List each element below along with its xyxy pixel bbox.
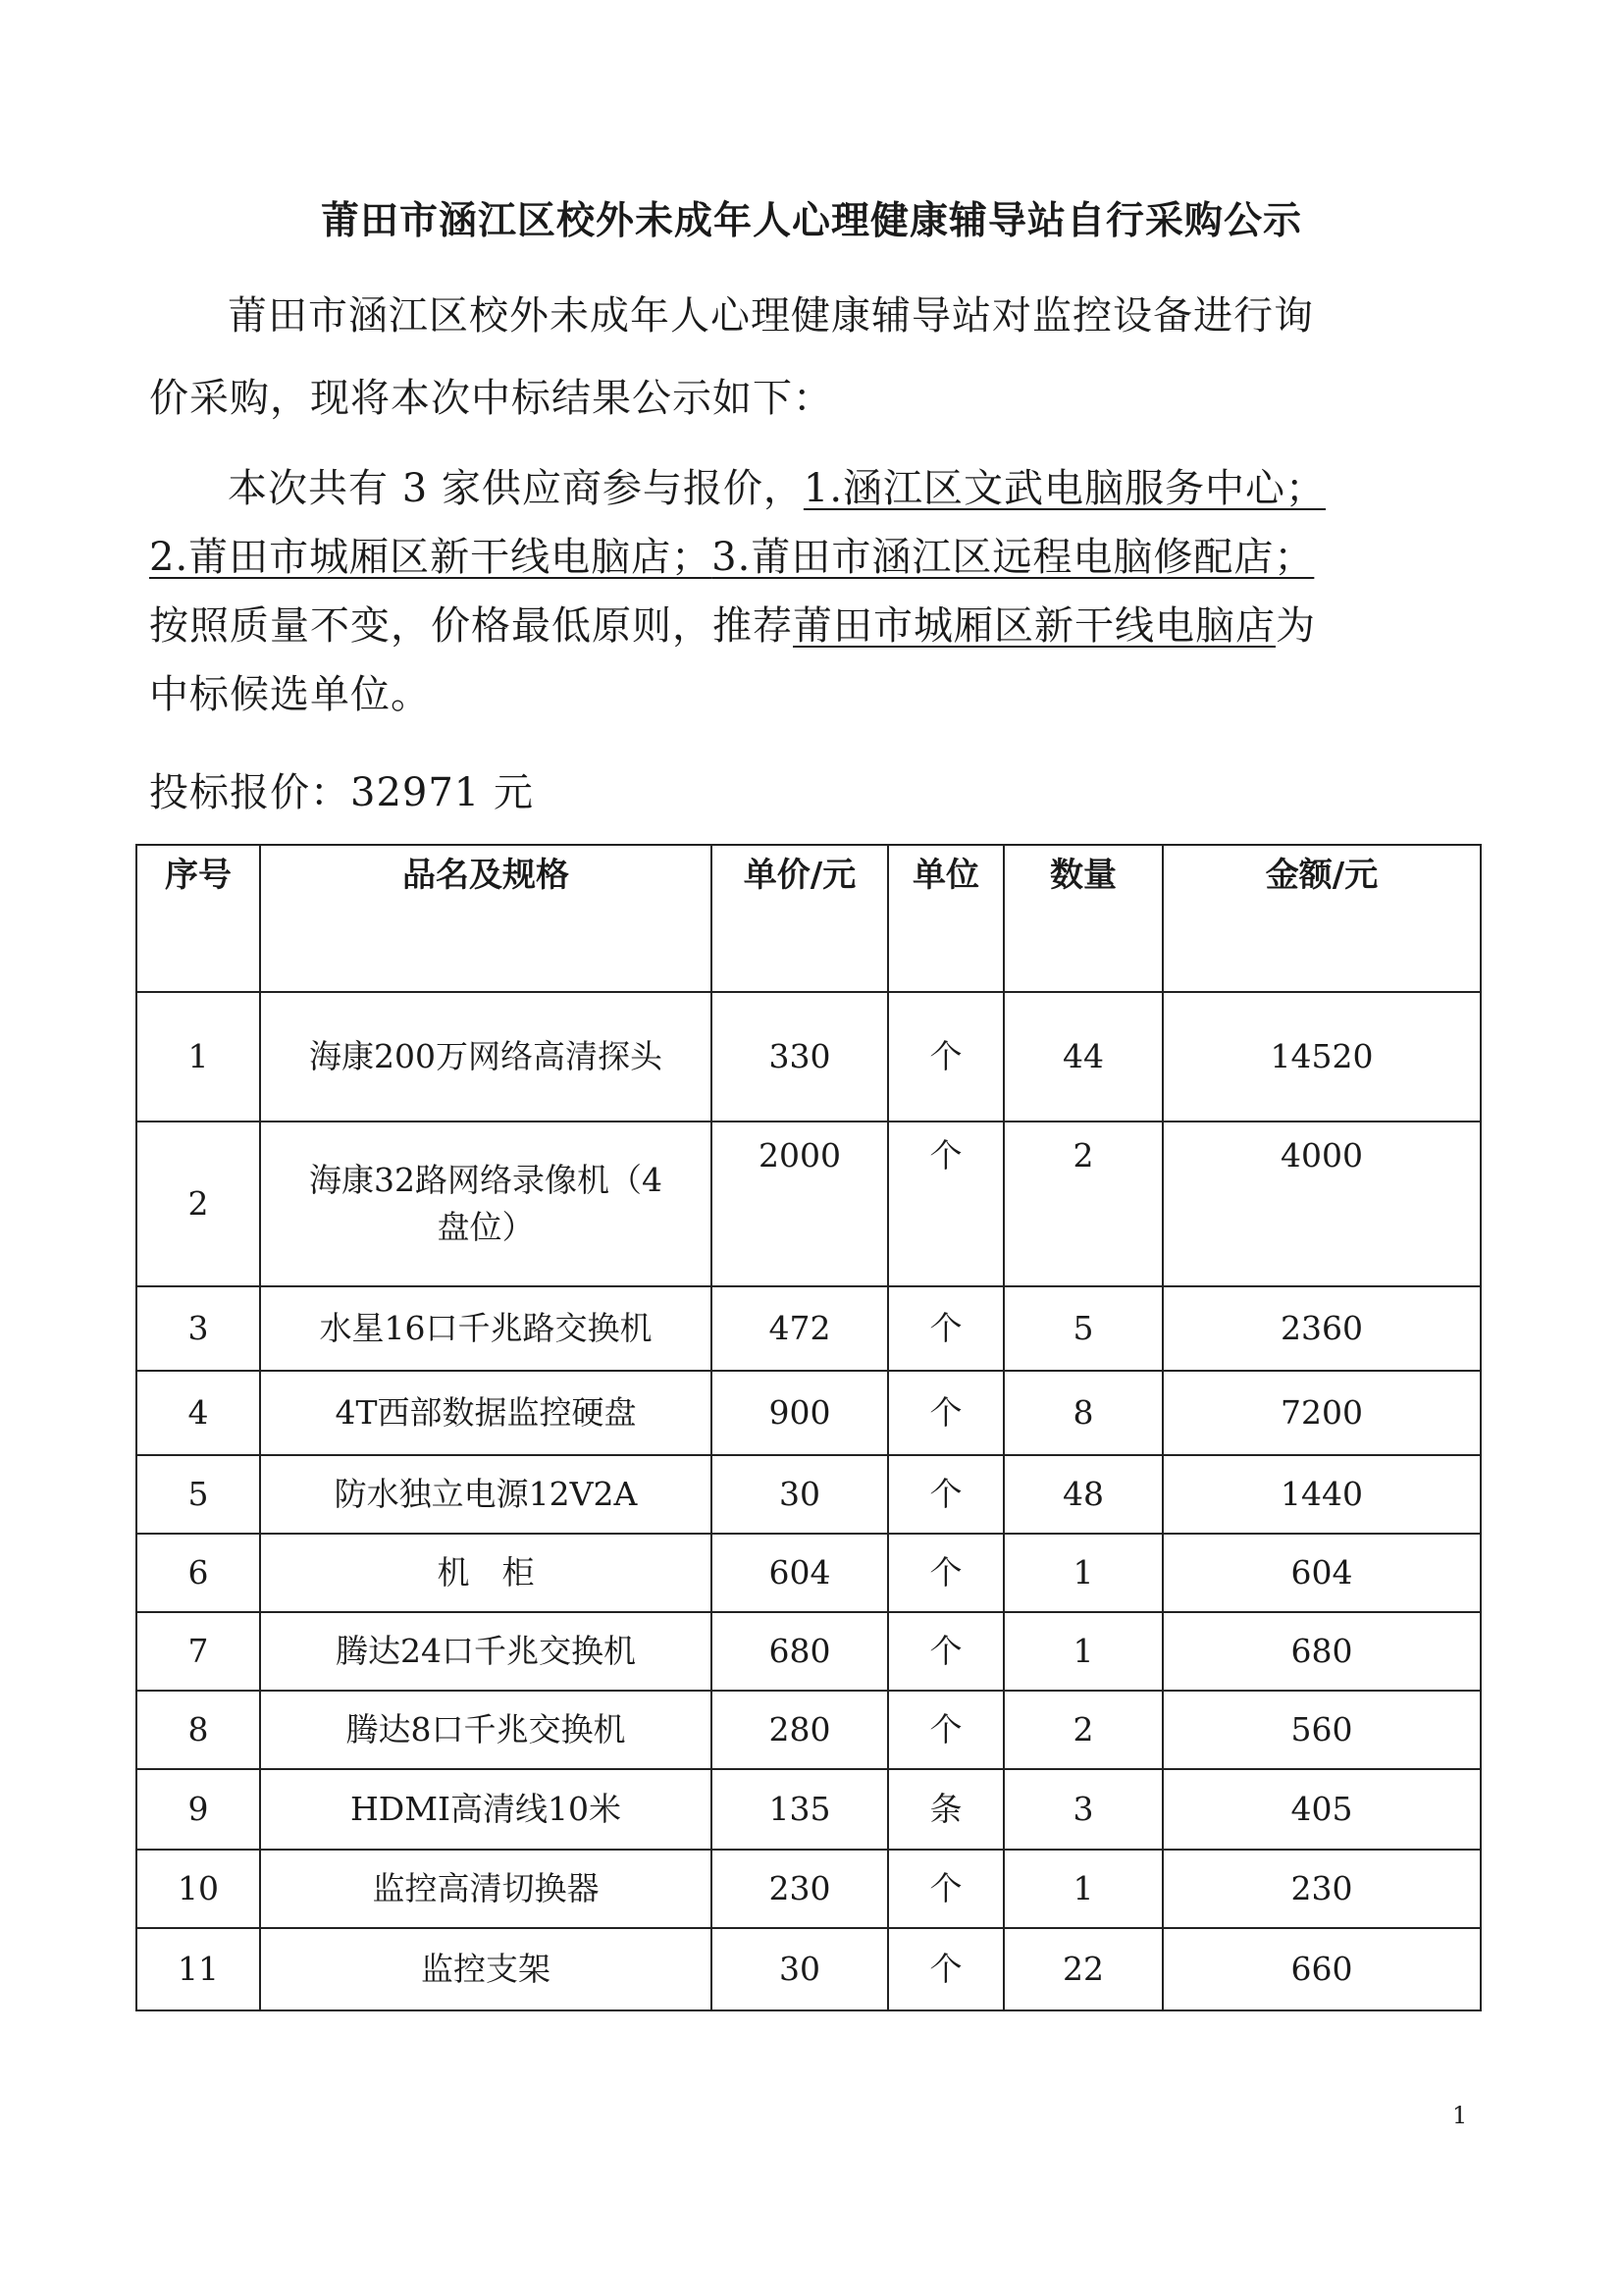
- cell-qty: 5: [1004, 1286, 1163, 1371]
- table-row: [136, 1769, 1481, 1850]
- cell-amount: 680: [1163, 1612, 1481, 1691]
- table-row: [136, 992, 1481, 1122]
- table-row: [136, 1371, 1481, 1455]
- cell-name: 4T西部数据监控硬盘: [260, 1371, 711, 1455]
- cell-qty: 8: [1004, 1371, 1163, 1455]
- cell-name: 腾达24口千兆交换机: [260, 1612, 711, 1691]
- table-row: [136, 1122, 1481, 1286]
- table-header-row: [136, 845, 1481, 992]
- cell-qty: 44: [1004, 992, 1163, 1122]
- suppliers-prefix: 本次共有 3 家供应商参与报价，: [228, 466, 804, 511]
- cell-no: 5: [136, 1455, 260, 1534]
- cell-no: 3: [136, 1286, 260, 1371]
- cell-amount: 1440: [1163, 1455, 1481, 1534]
- table-row: [136, 1612, 1481, 1691]
- cell-qty: 2: [1004, 1691, 1163, 1769]
- page-number: 1: [1452, 2102, 1468, 2129]
- cell-qty: 48: [1004, 1455, 1163, 1534]
- cell-no: 11: [136, 1928, 260, 2010]
- cell-unit: 个: [888, 1850, 1004, 1928]
- procurement-table: [135, 844, 1482, 2011]
- cell-qty: 22: [1004, 1928, 1163, 2010]
- cell-amount: 14520: [1163, 992, 1481, 1122]
- cell-price: 280: [711, 1691, 888, 1769]
- cell-amount: 2360: [1163, 1286, 1481, 1371]
- cell-price: 330: [711, 992, 888, 1122]
- supplier-2: 2.莆田市城厢区新干线电脑店；: [149, 535, 712, 580]
- cell-unit: 个: [888, 1691, 1004, 1769]
- cell-qty: 1: [1004, 1850, 1163, 1928]
- cell-unit: 条: [888, 1769, 1004, 1850]
- cell-name: 防水独立电源12V2A: [260, 1455, 711, 1534]
- cell-price: 2000: [711, 1122, 888, 1286]
- header-qty: 数量: [1004, 845, 1163, 992]
- cell-qty: 3: [1004, 1769, 1163, 1850]
- cell-unit: 个: [888, 1928, 1004, 2010]
- suppliers-line-1: [228, 457, 1326, 513]
- cell-no: 4: [136, 1371, 260, 1455]
- cell-no: 10: [136, 1850, 260, 1928]
- supplier-1: 1.涵江区文武电脑服务中心；: [803, 466, 1327, 511]
- cell-unit: 个: [888, 1455, 1004, 1534]
- cell-amount: 560: [1163, 1691, 1481, 1769]
- document-title: 莆田市涵江区校外未成年人心理健康辅导站自行采购公示: [320, 199, 1302, 243]
- cell-name: 海康200万网络高清探头: [260, 992, 711, 1122]
- rule-suffix: 为: [1276, 603, 1316, 649]
- cell-qty: 2: [1004, 1122, 1163, 1286]
- suppliers-line-3: [149, 595, 1316, 651]
- cell-price: 680: [711, 1612, 888, 1691]
- cell-price: 135: [711, 1769, 888, 1850]
- suppliers-line-4: 中标候选单位。: [149, 672, 431, 717]
- cell-amount: 230: [1163, 1850, 1481, 1928]
- cell-unit: 个: [888, 1371, 1004, 1455]
- cell-amount: 660: [1163, 1928, 1481, 2010]
- header-amount: 金额/元: [1163, 845, 1481, 992]
- header-price: 单价/元: [711, 845, 888, 992]
- cell-unit: 个: [888, 992, 1004, 1122]
- cell-qty: 1: [1004, 1534, 1163, 1612]
- cell-price: 30: [711, 1455, 888, 1534]
- cell-unit: 个: [888, 1612, 1004, 1691]
- cell-amount: 604: [1163, 1534, 1481, 1612]
- table-row: [136, 1928, 1481, 2010]
- cell-no: 7: [136, 1612, 260, 1691]
- cell-qty: 1: [1004, 1612, 1163, 1691]
- cell-amount: 4000: [1163, 1122, 1481, 1286]
- header-no: 序号: [136, 845, 260, 992]
- cell-no: 6: [136, 1534, 260, 1612]
- bid-total: 投标报价：32971 元: [149, 770, 534, 815]
- intro-line-2: 价采购，现将本次中标结果公示如下：: [149, 376, 833, 421]
- header-unit: 单位: [888, 845, 1004, 992]
- cell-unit: 个: [888, 1534, 1004, 1612]
- selection-rule: 按照质量不变，价格最低原则，推荐: [149, 603, 793, 649]
- cell-no: 1: [136, 992, 260, 1122]
- header-name: 品名及规格: [260, 845, 711, 992]
- cell-name: 机 柜: [260, 1534, 711, 1612]
- table-row: [136, 1455, 1481, 1534]
- cell-amount: 405: [1163, 1769, 1481, 1850]
- table-row: [136, 1534, 1481, 1612]
- cell-name: 监控支架: [260, 1928, 711, 2010]
- cell-price: 604: [711, 1534, 888, 1612]
- cell-no: 2: [136, 1122, 260, 1286]
- supplier-3: 3.莆田市涵江区远程电脑修配店；: [711, 535, 1315, 580]
- cell-price: 30: [711, 1928, 888, 2010]
- cell-name: 腾达8口千兆交换机: [260, 1691, 711, 1769]
- cell-unit: 个: [888, 1286, 1004, 1371]
- cell-name: 监控高清切换器: [260, 1850, 711, 1928]
- cell-amount: 7200: [1163, 1371, 1481, 1455]
- cell-price: 230: [711, 1850, 888, 1928]
- cell-name: HDMI高清线10米: [260, 1769, 711, 1850]
- cell-name: 海康32路网络录像机（4盘位）: [260, 1122, 711, 1286]
- cell-no: 8: [136, 1691, 260, 1769]
- winning-supplier: 莆田市城厢区新干线电脑店: [793, 603, 1276, 649]
- cell-name: 水星16口千兆路交换机: [260, 1286, 711, 1371]
- table-row: [136, 1691, 1481, 1769]
- cell-unit: 个: [888, 1122, 1004, 1286]
- intro-line-1: 莆田市涵江区校外未成年人心理健康辅导站对监控设备进行询: [228, 293, 1314, 339]
- cell-price: 472: [711, 1286, 888, 1371]
- suppliers-line-2: [149, 526, 1314, 582]
- cell-no: 9: [136, 1769, 260, 1850]
- table-row: [136, 1286, 1481, 1371]
- cell-price: 900: [711, 1371, 888, 1455]
- table-row: [136, 1850, 1481, 1928]
